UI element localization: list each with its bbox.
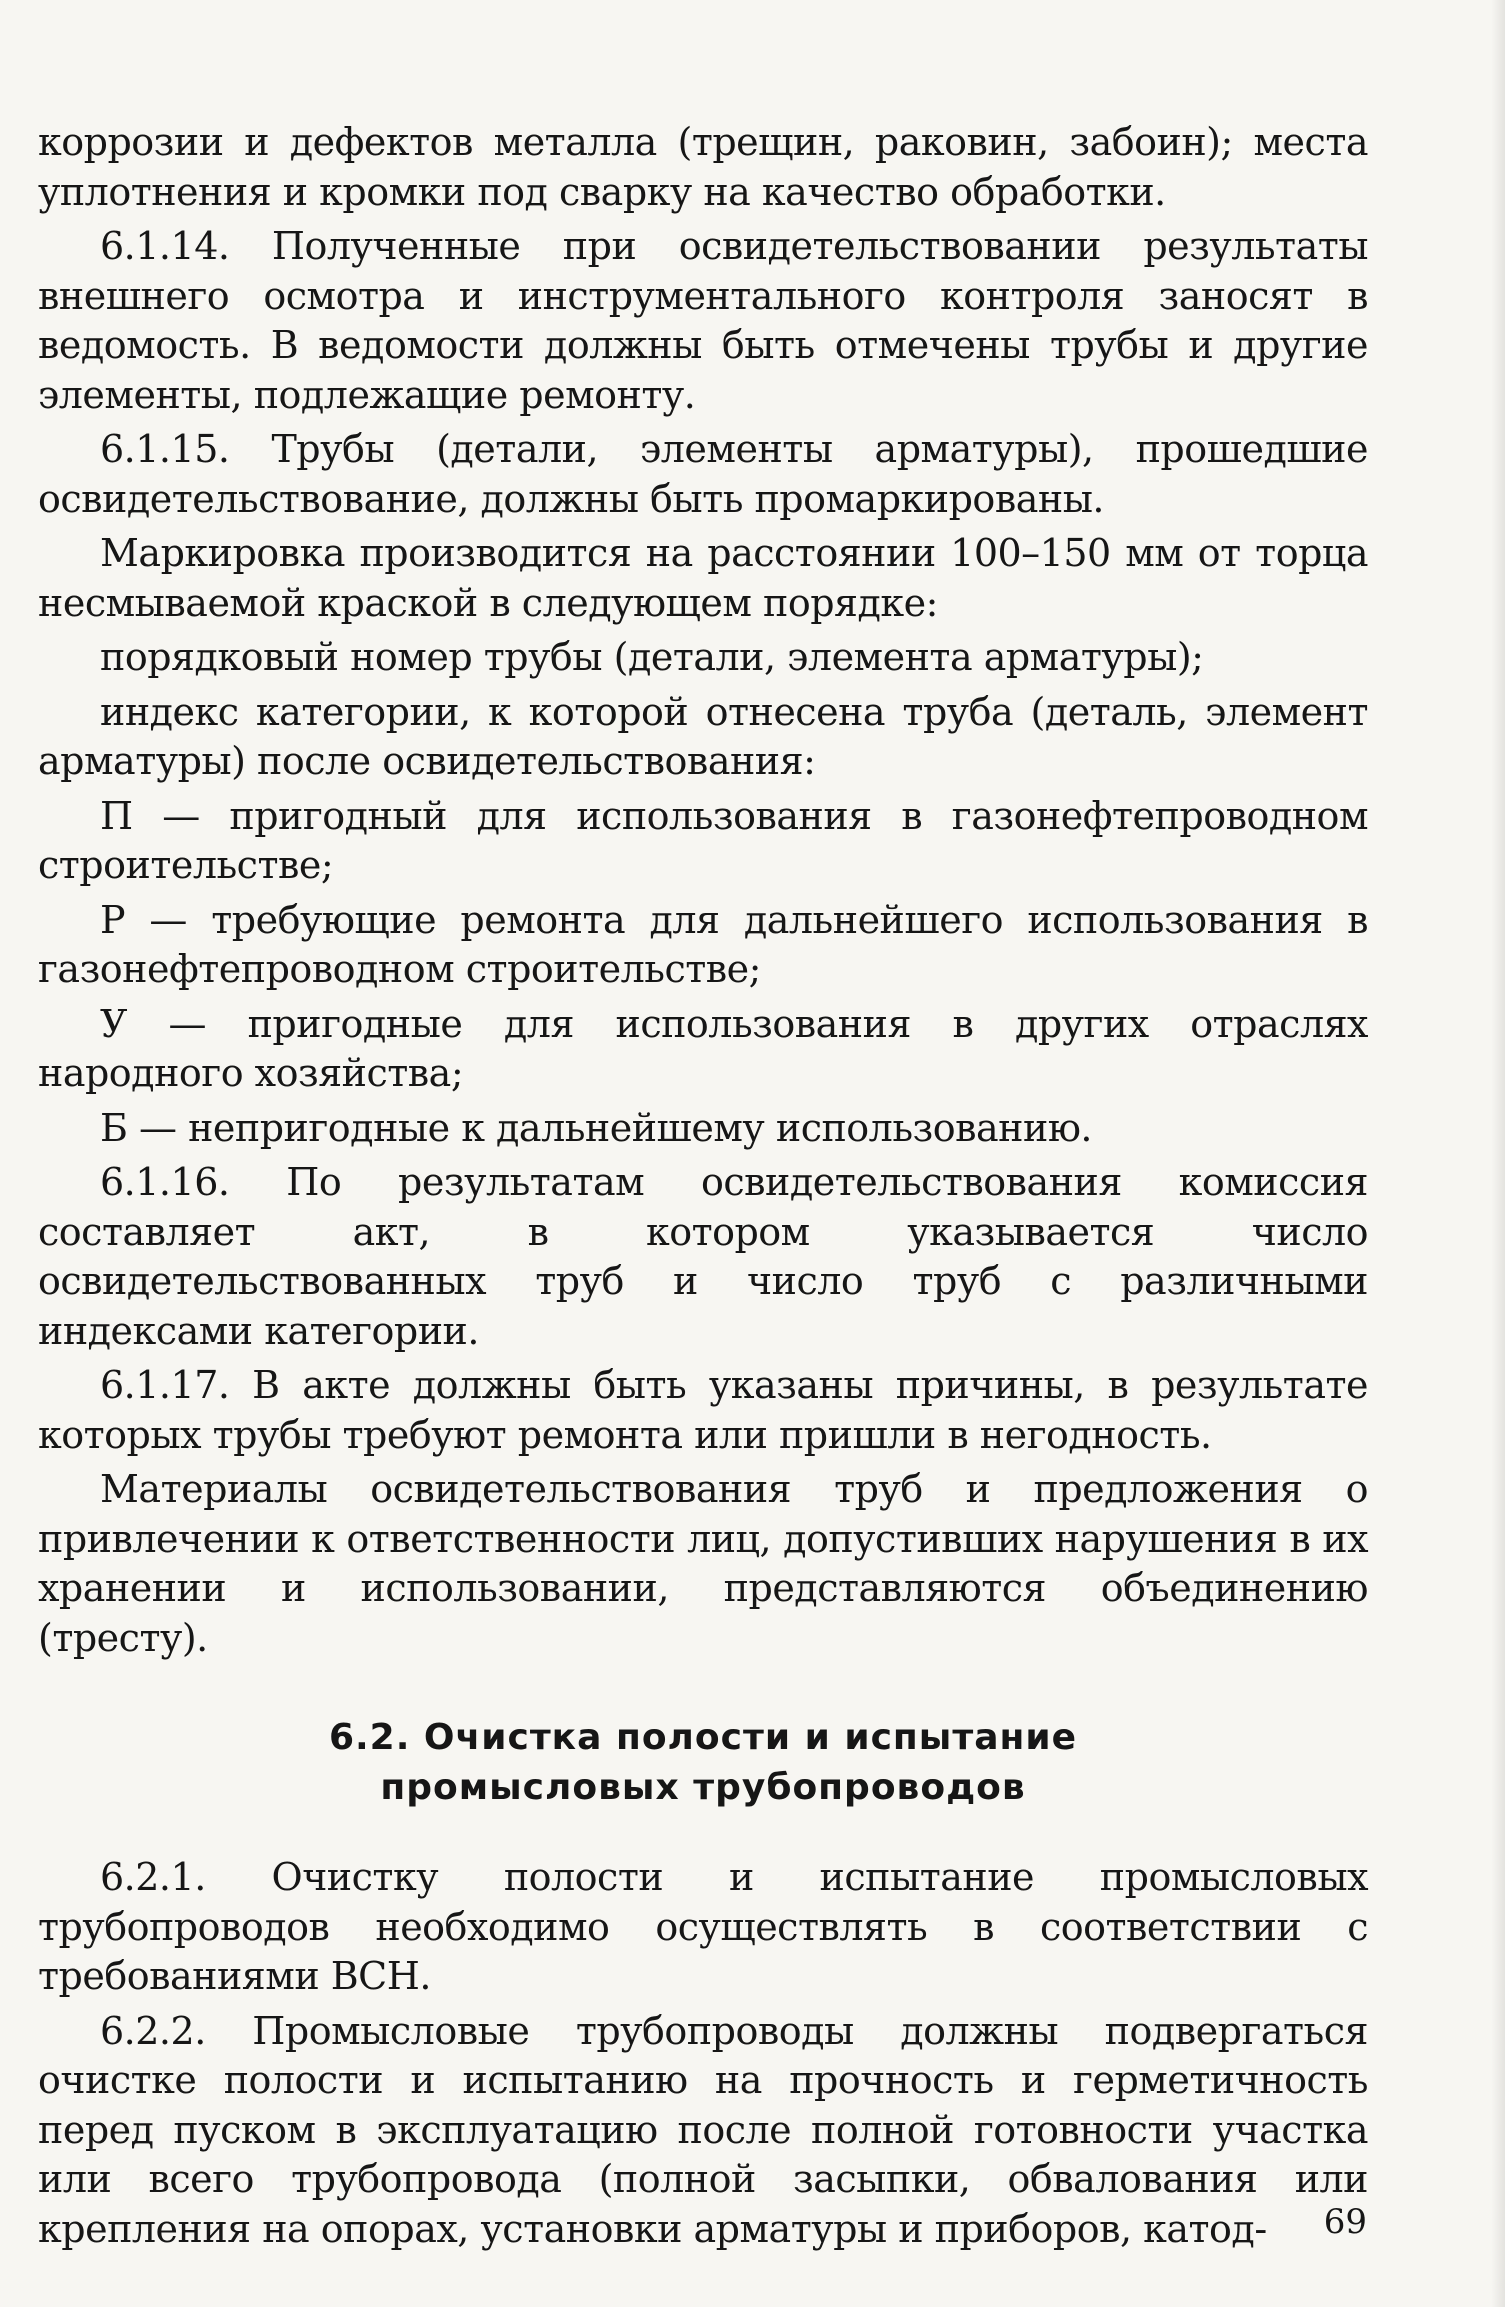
section-heading-line-1: 6.2. Очистка полости и испытание <box>328 1717 1078 1758</box>
paragraph-6-1-14: 6.1.14. Полученные при освидетельствовании результаты внешнего осмотра и инструментального контроля заносят в ведомость. В ведомости должны быть отмечены трубы и другие элементы, подлежащие ремонту. <box>38 224 1368 417</box>
section-heading <box>38 1713 1368 1813</box>
paragraph-category-index: индекс категории, к которой отнесена труба (деталь, элемент арматуры) после освидетельствования: <box>38 689 1368 783</box>
paragraph-6-2-1: 6.2.1. Очистку полости и испытание промысловых трубопроводов необходимо осуществлять в соответствии с требованиями ВСН. <box>38 1855 1368 1998</box>
page-edge-shadow <box>1491 0 1505 2307</box>
paragraph-category-r: Р — требующие ремонта для дальнейшего использования в газонефтепроводном строительстве; <box>38 897 1368 991</box>
paragraph-category-b: Б — непригодные к дальнейшему использованию. <box>100 1105 1092 1150</box>
page-number: 69 <box>1323 2202 1367 2242</box>
paragraph-materials: Материалы освидетельствования труб и предложения о привлечении к ответственности лиц, допустивших нарушения в их хранении и использовании, представляются объединению (тресту). <box>38 1467 1368 1660</box>
paragraph-category-p: П — пригодный для использования в газонефтепроводном строительстве; <box>38 793 1368 887</box>
section-heading-line-2: промысловых трубопроводов <box>380 1767 1026 1808</box>
paragraph-serial-number: порядковый номер трубы (детали, элемента арматуры); <box>100 635 1204 679</box>
document-page <box>38 118 1368 2268</box>
paragraph-6-1-16: 6.1.16. По результатам освидетельствования комиссия составляет акт, в котором указывается число освидетельствованных труб и число труб с различными индексами категории. <box>38 1160 1368 1353</box>
paragraph-marking: Маркировка производится на расстоянии 100–150 мм от торца несмываемой краской в следующем порядке: <box>38 531 1368 625</box>
paragraph-6-2-2: 6.2.2. Промысловые трубопроводы должны подвергаться очистке полости и испытанию на прочность и герметичность перед пуском в эксплуатацию после полной готовности участка или всего трубопровода (полной засыпки, обвалования или крепления на опорах, установки арматуры и приборов, катод- <box>38 2008 1368 2251</box>
paragraph-continuation: коррозии и дефектов металла (трещин, раковин, забоин); места уплотнения и кромки под сварку на качество обработки. <box>38 120 1368 214</box>
paragraph-6-1-17: 6.1.17. В акте должны быть указаны причины, в результате которых трубы требуют ремонта или пришли в негодность. <box>38 1363 1368 1457</box>
paragraph-6-1-15: 6.1.15. Трубы (детали, элементы арматуры), прошедшие освидетельствование, должны быть промаркированы. <box>38 427 1368 521</box>
paragraph-category-u: У — пригодные для использования в других отраслях народного хозяйства; <box>38 1001 1368 1095</box>
